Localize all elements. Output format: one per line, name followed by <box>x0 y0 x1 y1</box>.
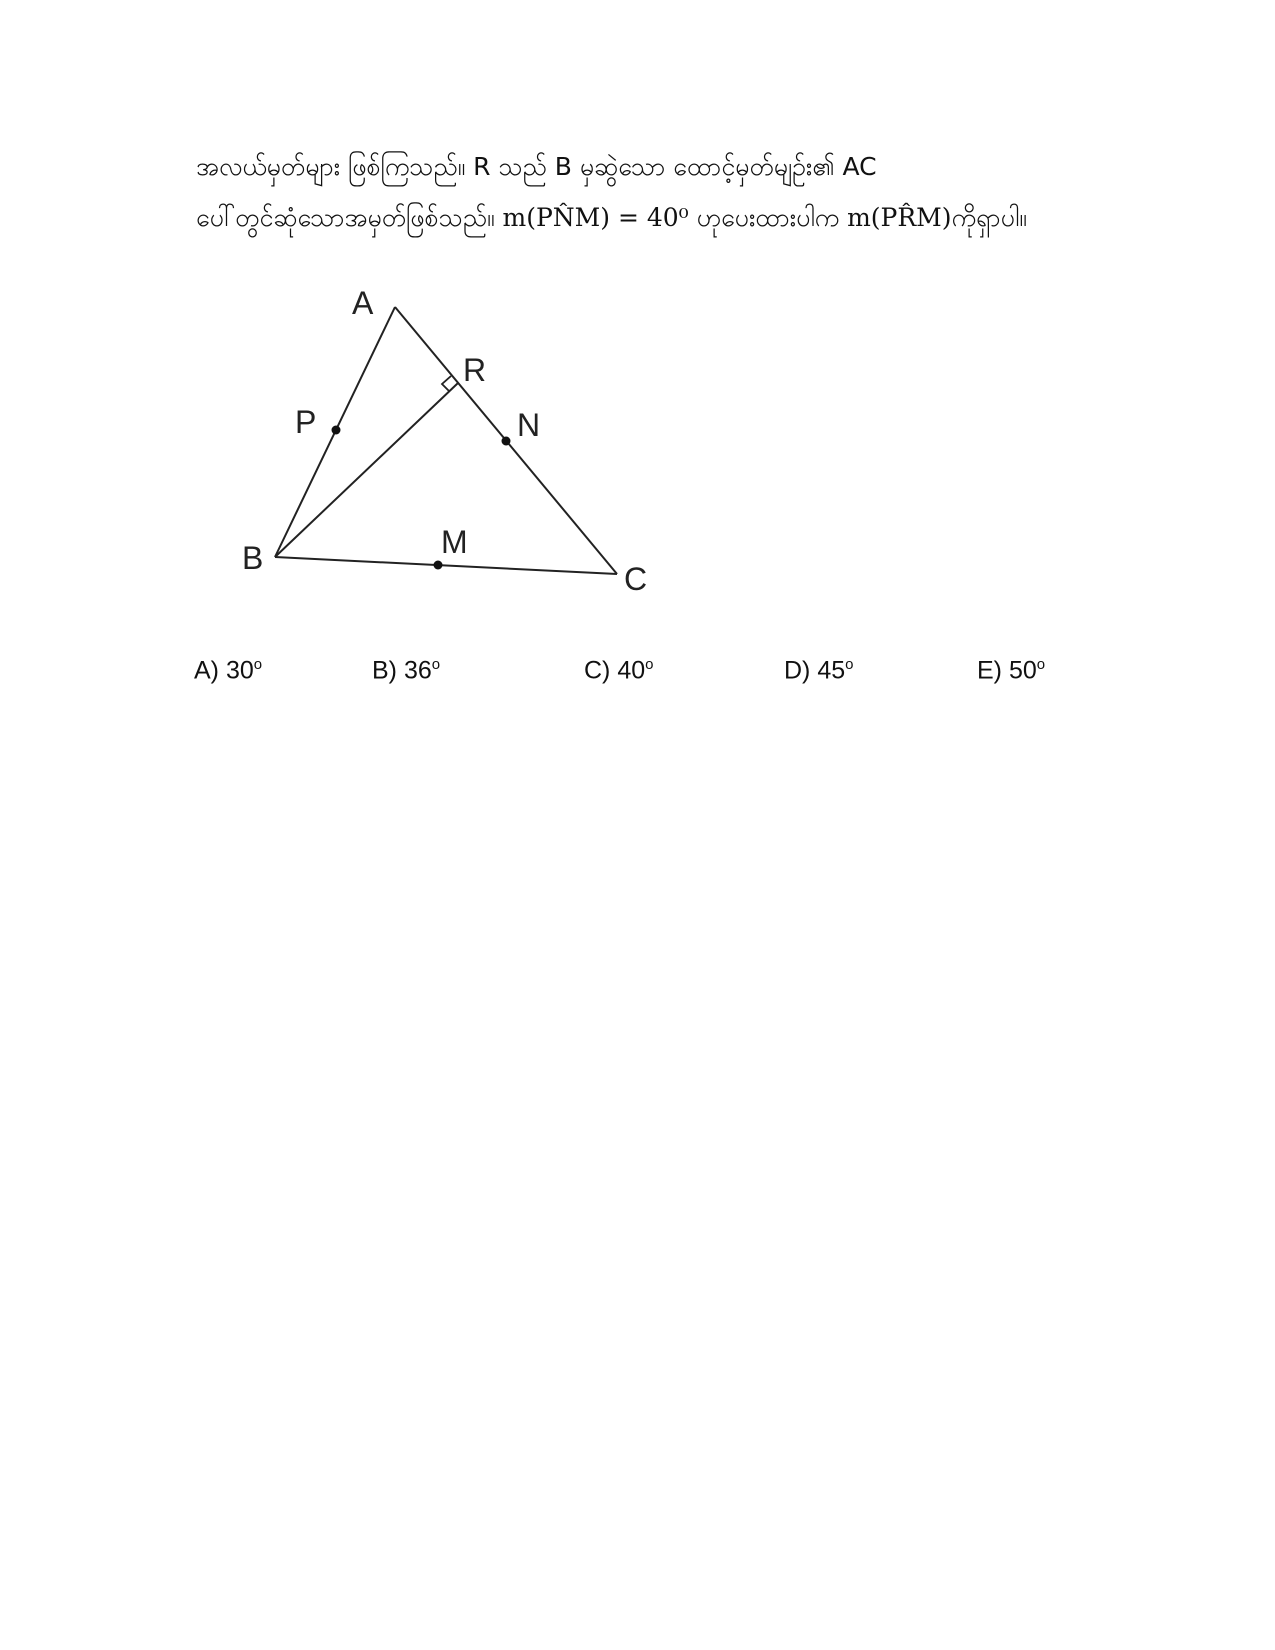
target-angle-expression: m(PR̂M) <box>847 203 952 232</box>
answer-option-b[interactable] <box>372 656 440 685</box>
degree-mark: o <box>253 656 263 673</box>
answer-letter: E) <box>977 656 1002 685</box>
point-m-dot <box>434 561 443 570</box>
question-text-2a: ပေါ်တွင်ဆုံသောအမှတ်ဖြစ်သည်။ <box>196 203 503 232</box>
given-angle-expression: m(PN̂M) = 40⁰ <box>502 203 689 232</box>
answer-letter: B) <box>372 656 397 685</box>
point-n-dot <box>502 437 511 446</box>
question-text-2c: ကိုရှာပါ။ <box>951 203 1027 232</box>
degree-mark: o <box>1036 656 1046 673</box>
question-text-2b: ဟုပေးထားပါက <box>688 203 848 232</box>
answer-letter: D) <box>784 656 811 685</box>
answer-option-e[interactable] <box>977 656 1045 685</box>
question-line-2 <box>196 203 1027 233</box>
triangle-figure <box>230 280 700 630</box>
point-p-dot <box>332 426 341 435</box>
degree-mark: o <box>431 656 441 673</box>
label-p: P <box>295 404 317 440</box>
answer-option-c[interactable] <box>584 656 654 685</box>
answer-letter: A) <box>194 656 219 685</box>
answer-letter: C) <box>584 656 611 685</box>
question-text-1: အလယ်မှတ်များ ဖြစ်ကြသည်။ R သည် B မှဆွဲသော ထောင့်မှတ်မျဉ်း၏ AC <box>196 152 877 181</box>
answer-option-a[interactable] <box>194 656 262 685</box>
right-angle-marker <box>442 376 451 391</box>
answer-value: 40 <box>617 656 646 685</box>
label-c: C <box>624 561 648 597</box>
answer-value: 30 <box>225 656 254 685</box>
question-line-1 <box>196 152 877 182</box>
degree-mark: o <box>645 656 654 673</box>
label-a: A <box>352 285 374 321</box>
degree-mark: o <box>845 656 854 673</box>
answer-value: 36 <box>403 656 432 685</box>
label-n: N <box>517 407 541 443</box>
label-m: M <box>441 524 468 560</box>
label-r: R <box>463 352 487 388</box>
answer-option-d[interactable] <box>784 656 854 685</box>
label-b: B <box>242 540 264 576</box>
answer-value: 50 <box>1008 656 1037 685</box>
answer-value: 45 <box>817 656 846 685</box>
